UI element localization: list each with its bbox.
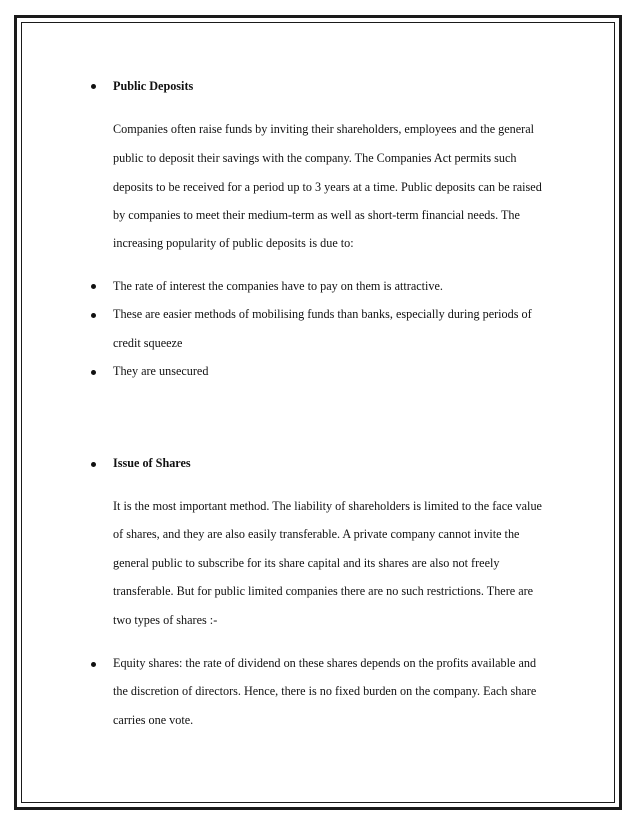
list-item-line: They are unsecured (113, 364, 209, 378)
list-bullet (91, 662, 96, 667)
paragraph-line: public to deposit their savings with the company. The Companies Act permits such (113, 151, 517, 165)
list-bullet (91, 370, 96, 375)
section-heading-public-deposits: Public Deposits (113, 79, 194, 93)
paragraph-line: two types of shares :- (113, 613, 218, 627)
section-bullet (91, 462, 96, 467)
section-heading-issue-of-shares: Issue of Shares (113, 456, 191, 470)
list-item-line: the discretion of directors. Hence, there is no fixed burden on the company. Each share (113, 684, 537, 698)
section-bullet (91, 84, 96, 89)
paragraph-line: increasing popularity of public deposits is due to: (113, 236, 354, 250)
paragraph-line: general public to subscribe for its share capital and its shares are also not freely (113, 556, 500, 570)
paragraph-line: It is the most important method. The liability of shareholders is limited to the face value (113, 499, 542, 513)
list-bullet (91, 284, 96, 289)
paragraph-line: transferable. But for public limited companies there are no such restrictions. There are (113, 584, 534, 598)
list-item-line: Equity shares: the rate of dividend on these shares depends on the profits available and (113, 656, 537, 670)
list-item-line: The rate of interest the companies have to pay on them is attractive. (113, 279, 443, 293)
list-bullet (91, 313, 96, 318)
paragraph-line: of shares, and they are also easily transferable. A private company cannot invite the (113, 527, 520, 541)
paragraph-line: by companies to meet their medium-term as well as short-term financial needs. The (113, 208, 520, 222)
list-item-line: credit squeeze (113, 336, 183, 350)
paragraph-line: Companies often raise funds by inviting their shareholders, employees and the general (113, 122, 535, 136)
list-item-line: These are easier methods of mobilising funds than banks, especially during periods of (113, 307, 532, 321)
paragraph-line: deposits to be received for a period up to 3 years at a time. Public deposits can be raised (113, 180, 542, 194)
list-item-line: carries one vote. (113, 713, 194, 727)
